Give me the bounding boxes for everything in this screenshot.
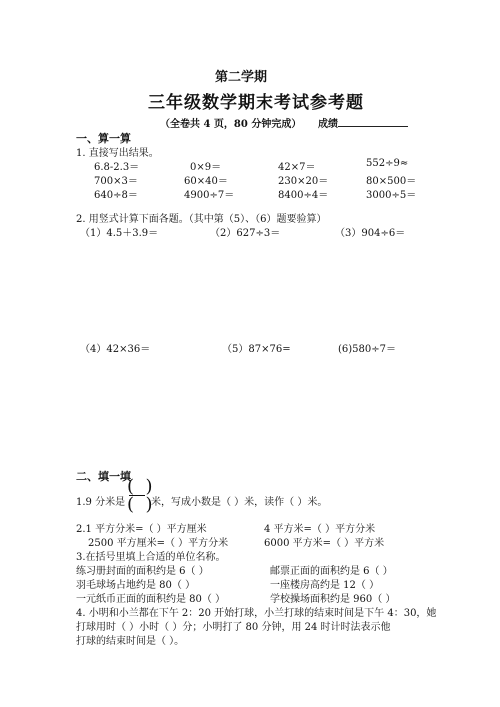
fill-q4-line3: 打球的结束时间是（ ）。 bbox=[76, 636, 185, 647]
score-label: 成绩 bbox=[318, 119, 338, 130]
semester-label: 第二学期 bbox=[215, 70, 268, 85]
calc-1-3: 42×7＝ bbox=[278, 162, 316, 173]
calc-1-4: 552÷9≈ bbox=[366, 158, 409, 169]
score-field bbox=[318, 115, 408, 130]
calc-2-1: 700×3＝ bbox=[94, 176, 138, 187]
fill-q2-3: 2500 平方厘米=（ ）平方分米 bbox=[88, 538, 229, 549]
vertical-calc-3: （3）904÷6＝ bbox=[335, 228, 406, 239]
exam-title: 三年级数学期末考试参考题 bbox=[148, 93, 364, 113]
calc-2-3: 230×20＝ bbox=[278, 176, 329, 187]
vertical-calc-6: (6)580÷7＝ bbox=[338, 344, 396, 355]
unit-q-6: 学校操场面积约是 960（ ） bbox=[270, 594, 396, 605]
calc-3-1: 640÷8＝ bbox=[94, 190, 138, 201]
calc-3-4: 3000÷5＝ bbox=[366, 190, 417, 201]
unit-q-5: 一元纸币正面的面积约是 80（ ） bbox=[76, 594, 226, 605]
fill-q2-1: 2.1 平方分米=（ ）平方厘米 bbox=[76, 524, 207, 535]
unit-q-2: 邮票正面的面积约是 6（ ） bbox=[270, 566, 393, 577]
fill-q4-line2: 打球用时（ ）小时（ ）分；小明打了 80 分钟，用 24 时计时法表示他 bbox=[76, 622, 391, 633]
calc-1-2: 0×9＝ bbox=[190, 162, 222, 173]
fraction-denominator-blank: ( ) bbox=[127, 494, 153, 515]
unit-q-4: 一座楼房高约是 12（ ） bbox=[270, 580, 380, 591]
score-blank bbox=[338, 116, 408, 127]
fill-q2-4: 6000 平方米=（ ）平方米 bbox=[264, 538, 385, 549]
fraction-numerator-blank: ( ) bbox=[127, 476, 153, 497]
fill-q1-pre: 1.9 分米是 bbox=[76, 497, 126, 508]
exam-meta: （全卷共 4 页，80 分钟完成） bbox=[160, 119, 302, 130]
section2-heading: 二、填一填 bbox=[76, 470, 131, 483]
fraction-bar bbox=[129, 495, 145, 496]
calc-3-2: 4900÷7＝ bbox=[184, 190, 235, 201]
vertical-calc-2: （2）627÷3＝ bbox=[210, 228, 281, 239]
fill-q1-post: 米，写成小数是（ ）米，读作（ ）米。 bbox=[151, 497, 328, 508]
fill-q3-label: 3.在括号里填上合适的单位名称。 bbox=[76, 552, 226, 563]
fill-q4-line1: 4. 小明和小兰都在下午 2：20 开始打球，小兰打球的结束时间是下午 4：30，她 bbox=[76, 608, 437, 619]
section1-heading: 一、算一算 bbox=[76, 132, 131, 145]
calc-2-4: 80×500＝ bbox=[366, 176, 417, 187]
vertical-calc-4: （4）42×36＝ bbox=[80, 344, 151, 355]
calc-3-3: 8400÷4＝ bbox=[278, 190, 329, 201]
unit-q-1: 练习册封面的面积约是 6（ ） bbox=[76, 566, 209, 577]
q2-label: 2. 用竖式计算下面各题。（其中第（5）、（6）题要验算） bbox=[76, 214, 327, 225]
vertical-calc-1: （1）4.5＋3.9＝ bbox=[80, 228, 159, 239]
vertical-calc-5: （5）87×76= bbox=[222, 344, 291, 355]
fill-q2-2: 4 平方米=（ ）平方分米 bbox=[264, 524, 376, 535]
fraction-blank[interactable] bbox=[127, 476, 153, 515]
calc-2-2: 60×40＝ bbox=[184, 176, 228, 187]
unit-q-3: 羽毛球场占地约是 80（ ） bbox=[76, 580, 196, 591]
q1-label: 1. 直接写出结果。 bbox=[76, 148, 159, 159]
calc-1-1: 6.8-2.3＝ bbox=[94, 162, 140, 173]
